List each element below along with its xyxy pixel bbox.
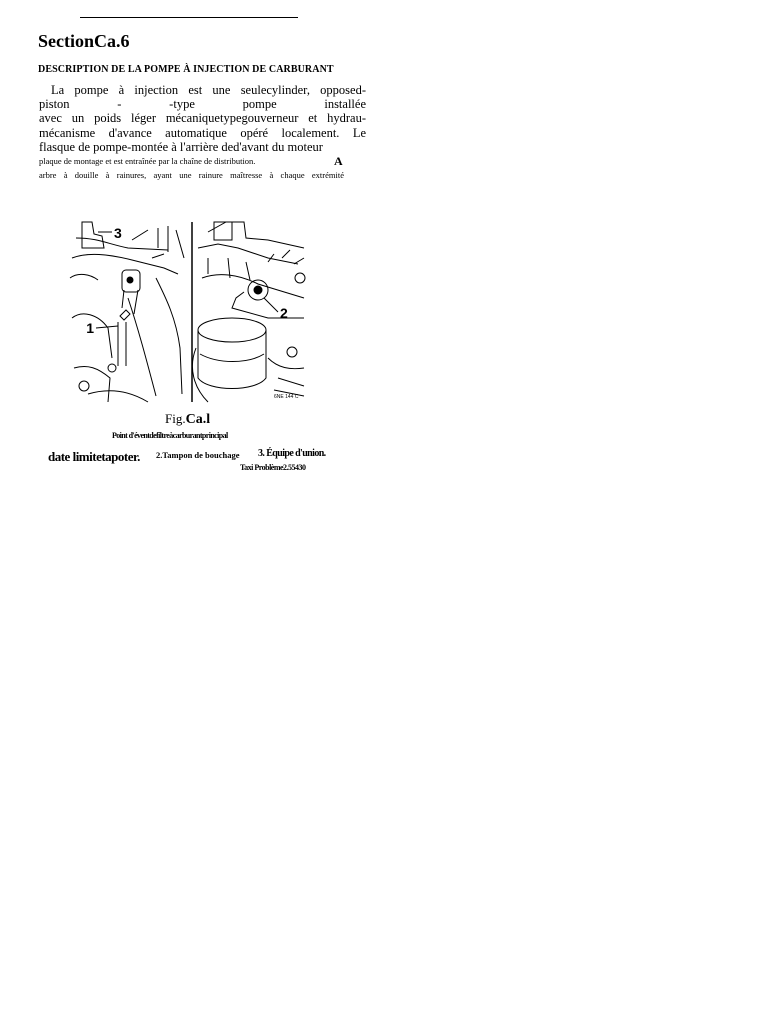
description-heading: DESCRIPTION DE LA POMPE À INJECTION DE CARBURANT bbox=[38, 64, 334, 75]
body-line-3: avec un poids léger mécaniquetypegouverneur et hydrau- bbox=[39, 111, 366, 125]
figure-caption-number: Ca.l bbox=[185, 412, 211, 427]
body-line-5: flasque de pompe-montée à l'arrière ded'avant du moteur bbox=[39, 140, 323, 154]
body-line-4: mécanisme d'avance automatique opéré localement. Le bbox=[39, 126, 366, 140]
callout-3: 3 bbox=[114, 225, 122, 241]
callout-1: 1 bbox=[86, 320, 94, 336]
letter-a: A bbox=[334, 154, 343, 168]
small-line-1: plaque de montage et est entraînée par la chaîne de distribution. bbox=[39, 156, 256, 166]
body-line-2: piston - -type pompe installée bbox=[39, 97, 366, 111]
body-line-1: La pompe à injection est une seulecylinder, opposed- bbox=[51, 83, 366, 97]
callout-2: 2 bbox=[280, 305, 288, 321]
footer-reference: Taxi Problème2.55430 bbox=[240, 463, 306, 472]
pump-figure bbox=[68, 218, 310, 404]
section-title: SectionCa.6 bbox=[38, 31, 130, 51]
legend-item-1: date limitetapoter. bbox=[48, 449, 140, 464]
small-line-2: arbre à douille à rainures, ayant une rainure maîtresse à chaque extrémité bbox=[39, 170, 344, 180]
legend-item-2: 2.Tampon de bouchage bbox=[156, 450, 240, 460]
legend-item-3: 3. Équipe d'union. bbox=[258, 448, 326, 459]
figure-subcaption: Point d'éventdefiltreàcarburantprincipal bbox=[112, 431, 228, 440]
figure-image-code: 6NE 144 C bbox=[274, 394, 299, 400]
figure-caption-prefix: Fig. bbox=[165, 411, 186, 426]
top-rule bbox=[80, 17, 298, 18]
figure-caption bbox=[165, 411, 210, 428]
